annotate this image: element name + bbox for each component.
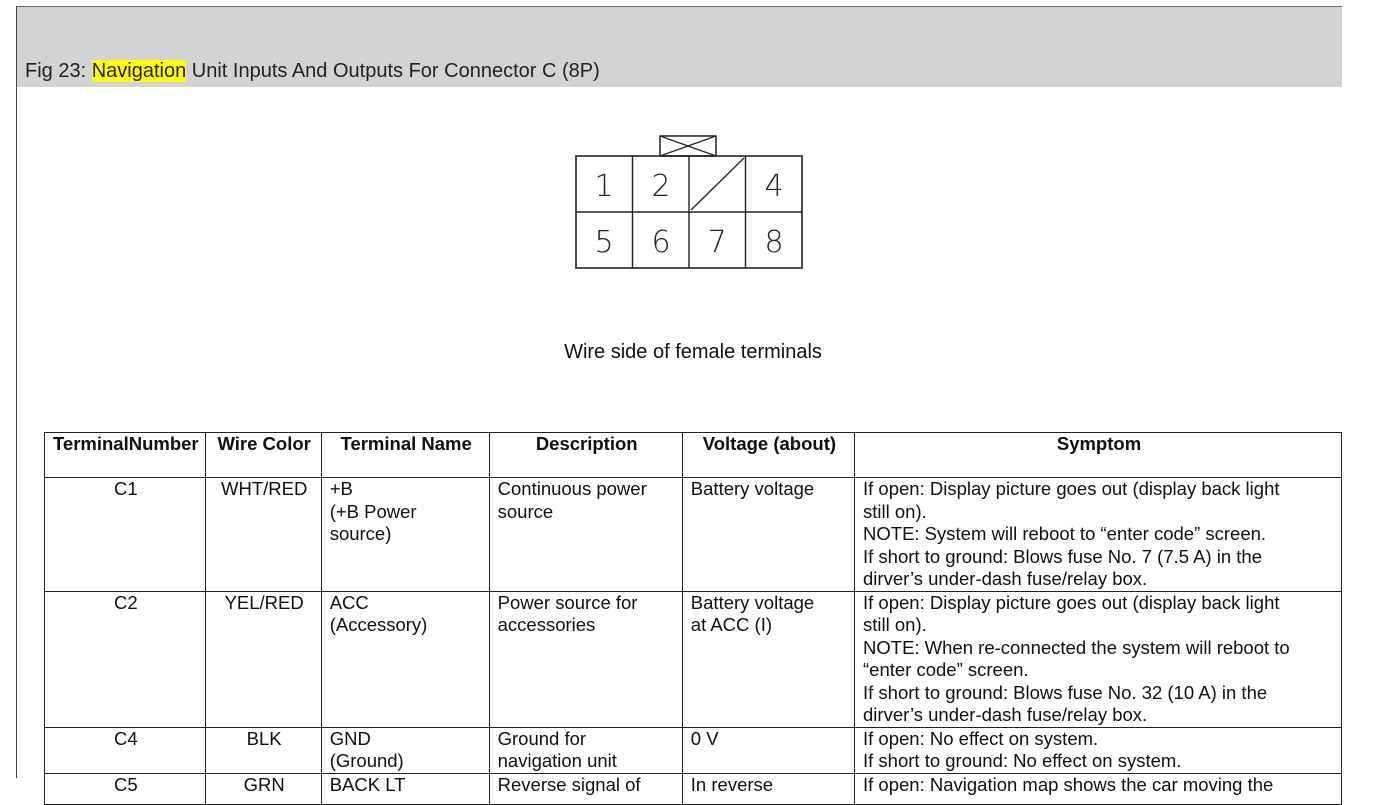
cell-description: Power source for accessories bbox=[489, 591, 682, 727]
table-row bbox=[45, 478, 1342, 592]
table-header-row bbox=[45, 433, 1342, 478]
cell-wire-color: BLK bbox=[205, 727, 321, 773]
pin-label-6: 6 bbox=[651, 225, 671, 260]
figure-title-suffix: Unit Inputs And Outputs For Connector C (8P) bbox=[186, 60, 600, 82]
header-description: Description bbox=[489, 433, 682, 478]
frame-left-border bbox=[16, 6, 17, 778]
cell-wire-color: WHT/RED bbox=[205, 478, 321, 592]
empty-cavity-slash bbox=[691, 158, 744, 210]
header-symptom: Symptom bbox=[855, 433, 1342, 478]
cell-terminal-name: ACC (Accessory) bbox=[321, 591, 489, 727]
cell-wire-color: YEL/RED bbox=[205, 591, 321, 727]
cell-terminal: C2 bbox=[45, 591, 206, 727]
cell-wire-color: GRN bbox=[205, 773, 321, 804]
cell-terminal-name: GND (Ground) bbox=[321, 727, 489, 773]
cell-terminal: C4 bbox=[45, 727, 206, 773]
search-highlight: Navigation bbox=[91, 60, 187, 82]
cell-voltage: Battery voltage at ACC (I) bbox=[682, 591, 854, 727]
pin-label-5: 5 bbox=[594, 225, 614, 260]
cell-description: Ground for navigation unit bbox=[489, 727, 682, 773]
cell-terminal-name: BACK LT bbox=[321, 773, 489, 804]
pin-label-8: 8 bbox=[764, 225, 784, 260]
cell-voltage: In reverse bbox=[682, 773, 854, 804]
connector-caption: Wire side of female terminals bbox=[564, 341, 822, 363]
cell-terminal: C1 bbox=[45, 478, 206, 592]
cell-terminal-name: +B (+B Power source) bbox=[321, 478, 489, 592]
pin-label-7: 7 bbox=[707, 225, 727, 260]
header-wire-color: Wire Color bbox=[205, 433, 321, 478]
header-terminal-number: TerminalNumber bbox=[45, 433, 206, 478]
cell-description: Reverse signal of bbox=[489, 773, 682, 804]
connector-diagram bbox=[560, 128, 820, 278]
figure-title-prefix: Fig 23: bbox=[25, 60, 92, 82]
figure-title bbox=[25, 58, 600, 84]
header-terminal-name: Terminal Name bbox=[321, 433, 489, 478]
table-row bbox=[45, 591, 1342, 727]
cell-symptom: If open: No effect on system. If short to ground: No effect on system. bbox=[855, 727, 1342, 773]
cell-voltage: 0 V bbox=[682, 727, 854, 773]
pin-label-2: 2 bbox=[651, 169, 671, 204]
cell-symptom: If open: Display picture goes out (display back light still on). NOTE: System will reboot to “enter code” screen. If short to ground: Blows fuse No. 7 (7.5 A) in the dirver’s under-dash fuse/relay box. bbox=[855, 478, 1342, 592]
cell-description: Continuous power source bbox=[489, 478, 682, 592]
cell-symptom: If open: Navigation map shows the car moving the bbox=[855, 773, 1342, 804]
table-row bbox=[45, 773, 1342, 804]
pin-label-4: 4 bbox=[764, 169, 784, 204]
table-row bbox=[45, 727, 1342, 773]
cell-symptom: If open: Display picture goes out (display back light still on). NOTE: When re-connected the system will reboot to “enter code” screen. If short to ground: Blows fuse No. 32 (10 A) in the dirver’s under-dash fuse/relay box. bbox=[855, 591, 1342, 727]
terminal-table bbox=[44, 432, 1342, 805]
pin-label-1: 1 bbox=[594, 169, 614, 204]
cell-terminal: C5 bbox=[45, 773, 206, 804]
cell-voltage: Battery voltage bbox=[682, 478, 854, 592]
header-voltage: Voltage (about) bbox=[682, 433, 854, 478]
